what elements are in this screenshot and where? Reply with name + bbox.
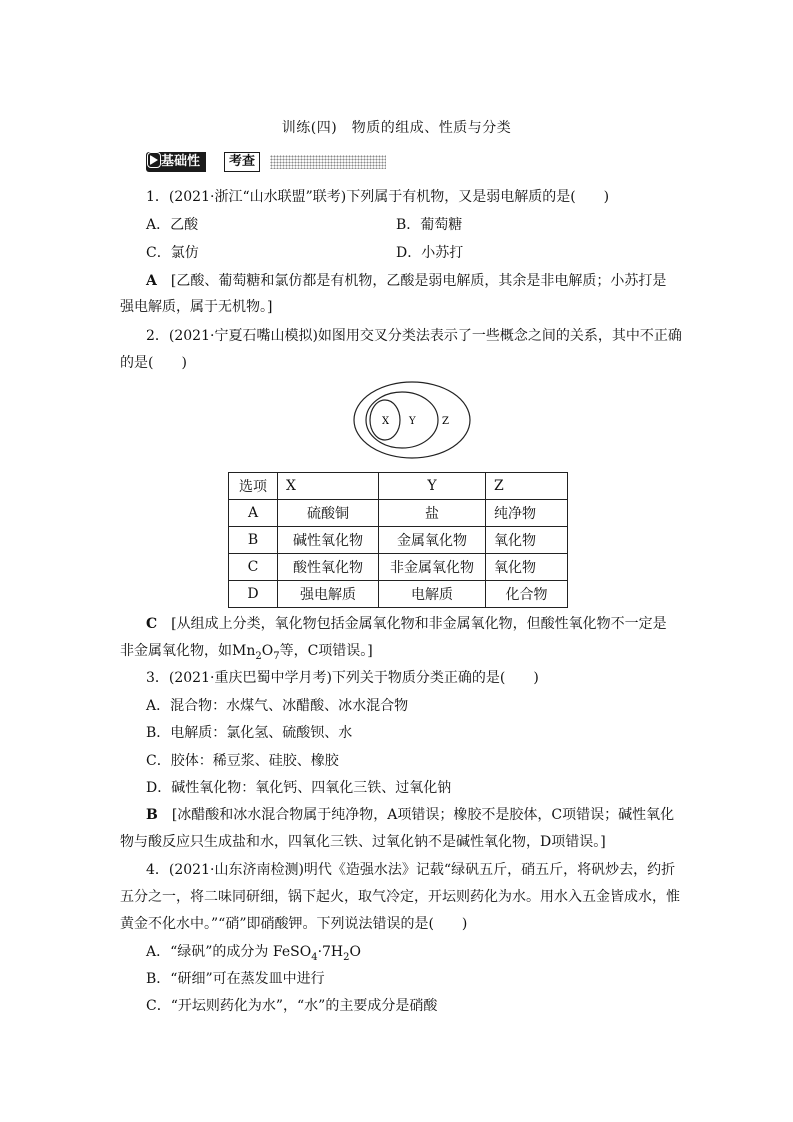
section-banner xyxy=(146,152,386,172)
q2-answer-cont: 非金属氧化物，如$Mn_2O_7$等，C项错误。] xyxy=(120,643,373,662)
page-title: 训练(四) 物质的组成、性质与分类 xyxy=(281,120,512,136)
table-header-cell: Z xyxy=(486,473,568,500)
table-header-row xyxy=(229,473,568,500)
table-cell: 氧化物 xyxy=(486,527,568,554)
table-cell: D xyxy=(229,581,278,608)
q4-stem-cont2: 黄金不化水中。”“硝”即硝酸钾。下列说法错误的是( ) xyxy=(120,916,468,932)
q4-option-c: C．“开坛则药化为水”，“水”的主要成分是硝酸 xyxy=(146,998,438,1014)
table-cell: 碱性氧化物 xyxy=(278,527,379,554)
q1-answer: A [乙酸、葡萄糖和氯仿都是有机物，乙酸是弱电解质，其余是非电解质；小苏打是 xyxy=(146,273,667,289)
table-header-cell: 选项 xyxy=(229,473,278,500)
q4-option-b: B．“研细”可在蒸发皿中进行 xyxy=(146,971,325,987)
venn-label-x: X xyxy=(382,416,390,427)
q3-option-c: C．胶体：稀豆浆、硅胶、橡胶 xyxy=(146,753,339,769)
q3-answer-letter: B xyxy=(146,807,158,823)
table-cell: 硫酸铜 xyxy=(278,500,379,527)
q4-stem: 4．(2021·山东济南检测)明代《造强水法》记载“绿矾五斤，硝五斤，将矾炒去，约折 xyxy=(146,862,676,878)
q1-stem: 1．(2021·浙江“山水联盟”联考)下列属于有机物，又是弱电解质的是( ) xyxy=(146,189,610,205)
table-cell: A xyxy=(229,500,278,527)
table-cell: 金属氧化物 xyxy=(379,527,486,554)
q4-stem-cont1: 五分之一，将二味同研细，锅下起火，取气冷定，开坛则药化为水。用水入五金皆成水，惟 xyxy=(120,889,680,905)
banner-tag-exam: 考查 xyxy=(224,152,260,172)
table-cell: 盐 xyxy=(379,500,486,527)
table-cell: C xyxy=(229,554,278,581)
table-row xyxy=(229,554,568,581)
table-cell: 酸性氧化物 xyxy=(278,554,379,581)
q3-answer-cont: 物与酸反应只生成盐和水，四氧化三铁、过氧化钠不是碱性氧化物，D项错误。] xyxy=(120,834,606,850)
q3-option-b: B．电解质：氯化氢、硫酸钡、水 xyxy=(146,725,353,741)
q3-option-a: A．混合物：水煤气、冰醋酸、冰水混合物 xyxy=(146,698,409,714)
q1-answer-letter: A xyxy=(146,273,157,289)
venn-label-y: Y xyxy=(409,416,416,427)
banner-dots-decoration xyxy=(270,155,386,169)
q4-option-a: A．“绿矾”的成分为 $FeSO_4\cdot 7H_2O$ xyxy=(146,944,361,963)
table-cell: 化合物 xyxy=(486,581,568,608)
table-row xyxy=(229,527,568,554)
classification-table xyxy=(228,472,568,608)
table-row xyxy=(229,500,568,527)
q1-answer-cont: 强电解质，属于无机物。] xyxy=(120,299,273,315)
table-cell: 非金属氧化物 xyxy=(379,554,486,581)
table-cell: 氧化物 xyxy=(486,554,568,581)
table-cell: 强电解质 xyxy=(278,581,379,608)
q2-answer: C [从组成上分类，氧化物包括金属氧化物和非金属氧化物，但酸性氧化物不一定是 xyxy=(146,616,667,632)
banner-tag-basic: 基础性 xyxy=(146,152,206,172)
q1-option-d: D．小苏打 xyxy=(396,245,464,261)
q2-stem: 2．(2021·宁夏石嘴山模拟)如图用交叉分类法表示了一些概念之间的关系，其中不正确 xyxy=(146,328,682,344)
venn-diagram xyxy=(352,380,472,460)
table-header-cell: X xyxy=(278,473,379,500)
table-header-cell: Y xyxy=(379,473,486,500)
play-icon xyxy=(150,155,158,165)
q3-answer: B [冰醋酸和冰水混合物属于纯净物，A项错误；橡胶不是胶体，C项错误；碱性氧化 xyxy=(146,807,675,823)
q3-stem: 3．(2021·重庆巴蜀中学月考)下列关于物质分类正确的是( ) xyxy=(146,670,539,686)
table-cell: 电解质 xyxy=(379,581,486,608)
table-row xyxy=(229,581,568,608)
q3-option-d: D．碱性氧化物：氧化钙、四氧化三铁、过氧化钠 xyxy=(146,780,452,796)
venn-middle-y xyxy=(366,392,438,448)
q1-option-a: A．乙酸 xyxy=(146,217,199,233)
q1-option-b: B．葡萄糖 xyxy=(396,217,463,233)
table-cell: 纯净物 xyxy=(486,500,568,527)
table-cell: B xyxy=(229,527,278,554)
venn-label-z: Z xyxy=(442,416,449,427)
q2-stem-cont: 的是( ) xyxy=(120,355,187,371)
q1-option-c: C．氯仿 xyxy=(146,245,199,261)
q2-answer-letter: C xyxy=(146,616,158,632)
